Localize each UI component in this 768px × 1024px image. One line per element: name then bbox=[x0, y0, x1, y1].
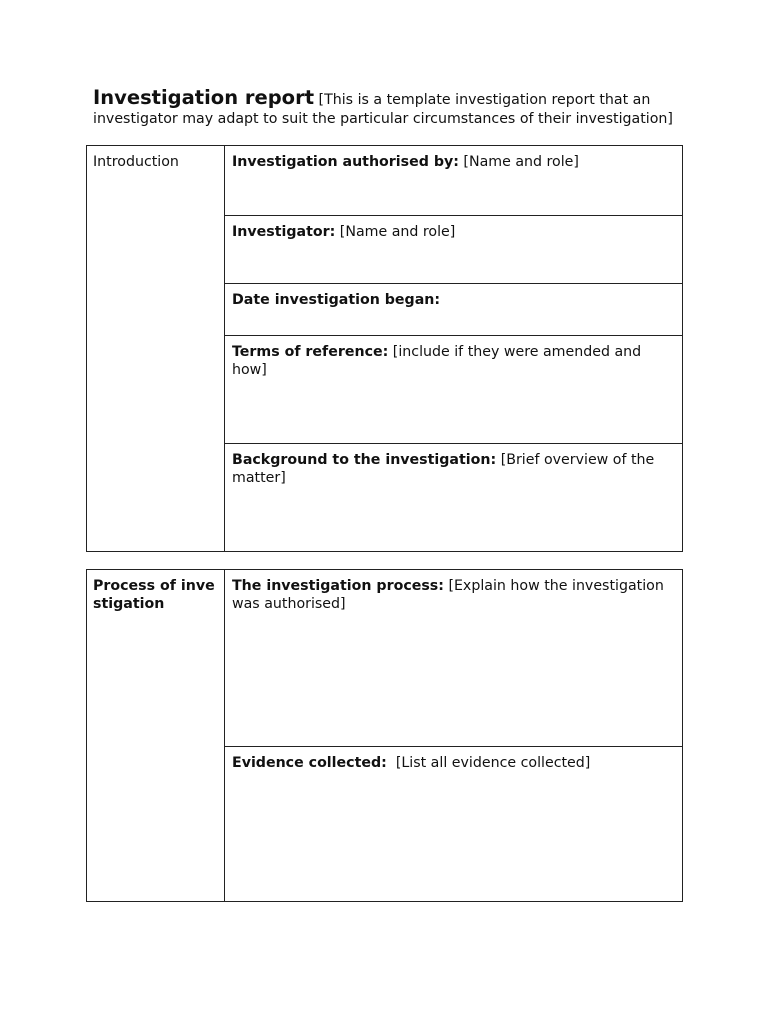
background-label: Background to the investigation: bbox=[232, 452, 497, 468]
background-value: [Brief overview of the matter] bbox=[232, 452, 655, 486]
authorised-by-value: [Name and role] bbox=[463, 154, 579, 170]
report-title: Investigation report bbox=[93, 86, 315, 109]
introduction-section-label: Introduction bbox=[87, 146, 225, 552]
background-field[interactable] bbox=[225, 444, 683, 552]
investigator-label: Investigator: bbox=[232, 224, 336, 240]
evidence-collected-field[interactable] bbox=[225, 747, 683, 902]
investigator-field[interactable] bbox=[225, 216, 683, 284]
evidence-collected-value: [List all evidence collected] bbox=[391, 755, 591, 771]
process-table bbox=[86, 569, 683, 902]
report-heading bbox=[93, 88, 693, 129]
date-began-label: Date investigation began: bbox=[232, 292, 441, 308]
terms-of-reference-label: Terms of reference: bbox=[232, 344, 389, 360]
terms-of-reference-value: [include if they were amended and how] bbox=[232, 344, 642, 378]
evidence-collected-label: Evidence collected: bbox=[232, 755, 387, 771]
authorised-by-field[interactable] bbox=[225, 146, 683, 216]
date-began-field[interactable] bbox=[225, 284, 683, 336]
report-description: [This is a template investigation report that an investigator may adapt to suit the particular circumstances of their investigation] bbox=[93, 92, 673, 127]
investigation-process-value: [Explain how the investigation was authorised] bbox=[232, 578, 664, 612]
process-section-label: Process of investigation bbox=[87, 570, 225, 902]
introduction-table bbox=[86, 145, 683, 552]
authorised-by-label: Investigation authorised by: bbox=[232, 154, 459, 170]
terms-of-reference-field[interactable] bbox=[225, 336, 683, 444]
investigation-process-field[interactable] bbox=[225, 570, 683, 747]
investigation-process-label: The investigation process: bbox=[232, 578, 444, 594]
investigator-value: [Name and role] bbox=[339, 224, 456, 240]
